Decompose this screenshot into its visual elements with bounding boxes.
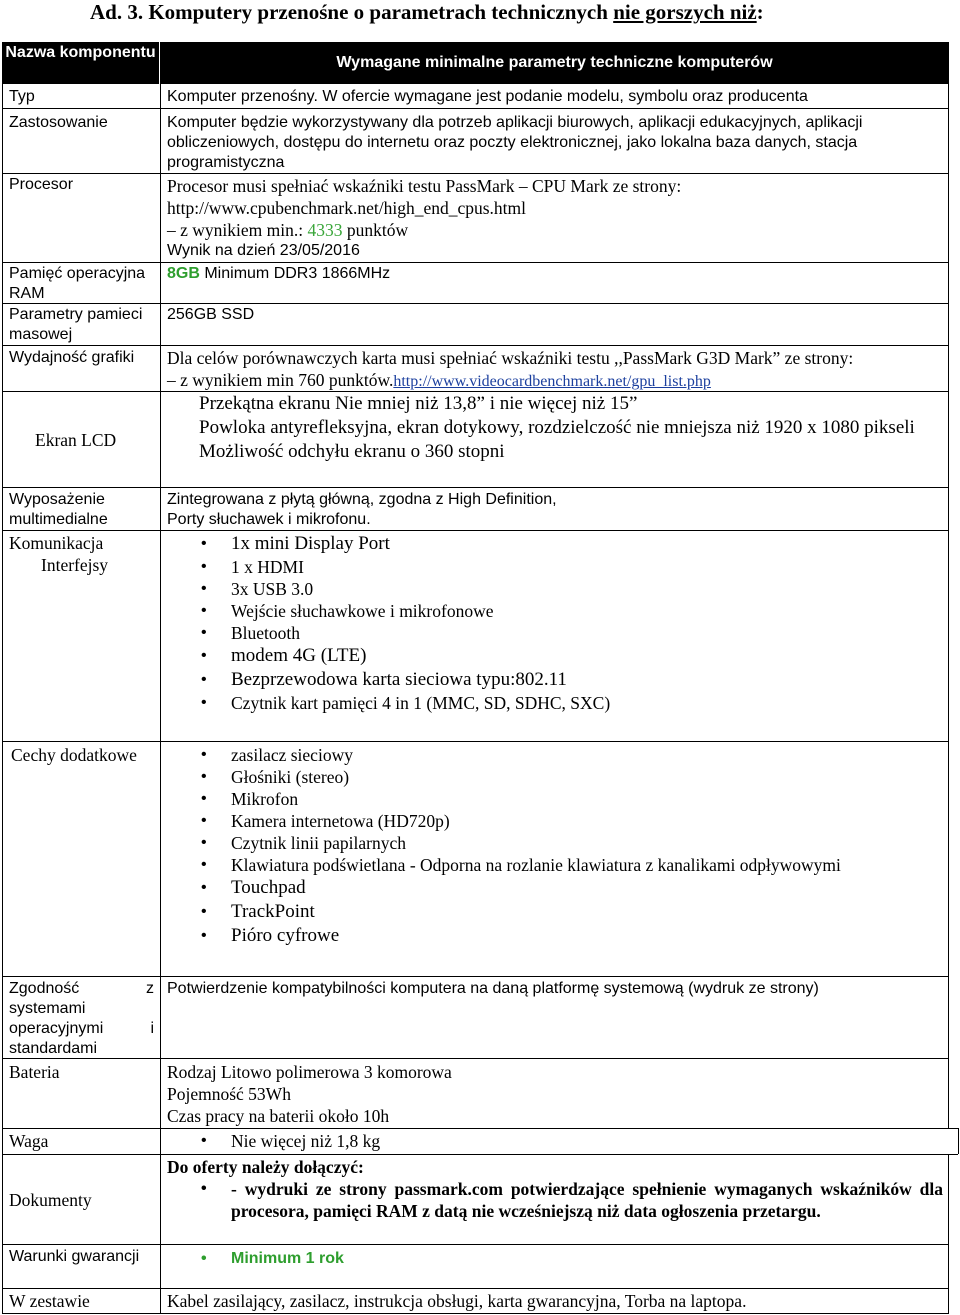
row-value-multimedia [167, 490, 945, 530]
dokumenty-heading: Do oferty należy dołączyć: [167, 1157, 364, 1177]
row-label-zestaw: W zestawie [9, 1291, 90, 1311]
row-value-bateria [167, 1061, 945, 1127]
row-label-komunikacja [9, 532, 108, 576]
list-item: • TrackPoint [167, 900, 945, 924]
ram-size: 8GB [167, 265, 200, 282]
multimedia-line2: Porty słuchawek i mikrofonu. [167, 511, 371, 528]
bateria-line: Pojemność 53Wh [167, 1084, 291, 1104]
bateria-line: Czas pracy na baterii około 10h [167, 1106, 390, 1126]
bateria-line: Rodzaj Litowo polimerowa 3 komorowa [167, 1062, 452, 1082]
row-value-komunikacja [167, 532, 945, 714]
row-value-gpu [167, 347, 945, 393]
header-component-cell [2, 42, 159, 84]
row-value-zgodnosc: Potwierdzenie kompatybilności komputera na daną platformę systemową (wydruk ze strony) [167, 980, 819, 997]
row-value-lcd [199, 392, 939, 464]
list-item: • 1x mini Display Port [167, 532, 945, 556]
komunikacja-label: Komunikacja [9, 533, 104, 553]
row-label-cechy: Cechy dodatkowe [11, 745, 137, 765]
row-label-ram: Pamięć operacyjna RAM [9, 265, 146, 302]
row-value-zestaw: Kabel zasilający, zasilacz, instrukcja obsługi, karta gwarancyjna, Torba na laptopa. [167, 1291, 747, 1311]
interfejsy-label: Interfejsy [41, 555, 109, 575]
row-value-gwarancja [167, 1249, 945, 1269]
header-component-label: Nazwa komponentu [5, 44, 156, 61]
list-item: • Pióro cyfrowe [167, 924, 945, 948]
procesor-url: http://www.cpubenchmark.net/high_end_cpus.html [167, 198, 527, 218]
row-label-multimedia: Wyposażenie multimedialne [9, 491, 108, 528]
list-item: • Bluetooth [167, 622, 945, 644]
list-item: • Mikrofon [167, 788, 945, 810]
gpu-line1: Dla celów porównawczych karta musi spełniać wskaźniki testu ,,PassMark G3D Mark” ze strony: [167, 348, 854, 368]
row-label-zgodnosc: Zgodność z systemami operacyjnymi i standardami [9, 980, 154, 1057]
row-label-typ: Typ [9, 88, 35, 105]
list-item: • Klawiatura podświetlana - Odporna na rozlanie klawiatura z kanalikami odpływowymi [167, 854, 945, 876]
list-item: • 3x USB 3.0 [167, 578, 945, 600]
list-item: • Touchpad [167, 876, 945, 900]
lcd-line-tilt: Możliwość odchyłu ekranu o 360 stopni [199, 441, 505, 462]
list-item: • Minimum 1 rok [167, 1249, 945, 1269]
list-item: • - wydruki ze strony passmark.com potwierdzające spełnienie wymaganych wskaźników dla procesora, pamięci RAM z datą nie wcześniejszą niż data ogłoszenia przetargu. [167, 1178, 943, 1222]
procesor-score: 4333 [307, 220, 343, 240]
procesor-date: Wynik na dzień 23/05/2016 [167, 242, 360, 259]
procesor-score-line: – z wynikiem min.: 4333 punktów [167, 220, 409, 240]
list-item: • Czytnik kart pamięci 4 in 1 (MMC, SD, SDHC, SXC) [167, 692, 945, 714]
row-value-waga [167, 1130, 945, 1152]
row-label-bateria: Bateria [9, 1062, 60, 1082]
header-params-cell [160, 42, 949, 84]
row-value-zastosowanie: Komputer będzie wykorzystywany dla potrzeb aplikacji biurowych, aplikacji edukacyjnych, aplikacji obliczeniowych, dostępu do internetu oraz poczty elektronicznej, jako lokalna baza danych, stacja programistyczna [167, 114, 863, 171]
row-label-waga: Waga [9, 1131, 49, 1151]
row-label-gpu: Wydajność grafiki [9, 349, 135, 366]
list-item: • Czytnik linii papilarnych [167, 832, 945, 854]
row-label-zastosowanie: Zastosowanie [9, 114, 108, 131]
row-label-dokumenty: Dokumenty [9, 1190, 92, 1210]
page-title: Ad. 3. Komputery przenośne o parametrach technicznych nie gorszych niż: [90, 0, 764, 24]
list-item: • Głośniki (stereo) [167, 766, 945, 788]
lcd-line-diagonal: Przekątna ekranu Nie mniej niż 13,8” i nie więcej niż 15” [199, 393, 638, 414]
row-value-typ: Komputer przenośny. W ofercie wymagane jest podanie modelu, symbolu oraz producenta [167, 88, 808, 105]
list-item: • Wejście słuchawkowe i mikrofonowe [167, 600, 945, 622]
row-value-ram: 8GB Minimum DDR3 1866MHz [167, 265, 391, 282]
header-params-label: Wymagane minimalne parametry techniczne komputerów [336, 54, 773, 71]
lcd-line-coating: Powloka antyrefleksyjna, ekran dotykowy, rozdzielczość nie mniejsza niż 1920 x 1080 pikseli [199, 417, 915, 438]
list-item: • 1 x HDMI [167, 556, 945, 578]
gpu-benchmark-link[interactable]: http://www.videocardbenchmark.net/gpu_list.php [393, 373, 711, 390]
row-value-procesor [167, 175, 945, 261]
list-item: • Bezprzewodowa karta sieciowa typu:802.11 [167, 668, 945, 692]
list-item: • Nie więcej niż 1,8 kg [167, 1130, 945, 1152]
list-item: • Kamera internetowa (HD720p) [167, 810, 945, 832]
procesor-line1: Procesor musi spełniać wskaźniki testu PassMark – CPU Mark ze strony: [167, 176, 682, 196]
row-value-dokumenty [167, 1156, 943, 1222]
row-value-cechy [167, 744, 945, 948]
features-list [167, 744, 945, 948]
row-label-gwarancja: Warunki gwarancji [9, 1248, 140, 1265]
row-label-storage: Parametry pamieci masowej [9, 306, 143, 343]
ports-list [167, 532, 945, 714]
row-value-storage: 256GB SSD [167, 306, 255, 323]
row-label-lcd: Ekran LCD [35, 430, 117, 450]
row-label-procesor: Procesor [9, 176, 74, 193]
gpu-line2: – z wynikiem min 760 punktów.http://www.videocardbenchmark.net/gpu_list.php [167, 370, 711, 390]
list-item: • zasilacz sieciowy [167, 744, 945, 766]
multimedia-line1: Zintegrowana z płytą główną, zgodna z High Definition, [167, 491, 557, 508]
list-item: • modem 4G (LTE) [167, 644, 945, 668]
